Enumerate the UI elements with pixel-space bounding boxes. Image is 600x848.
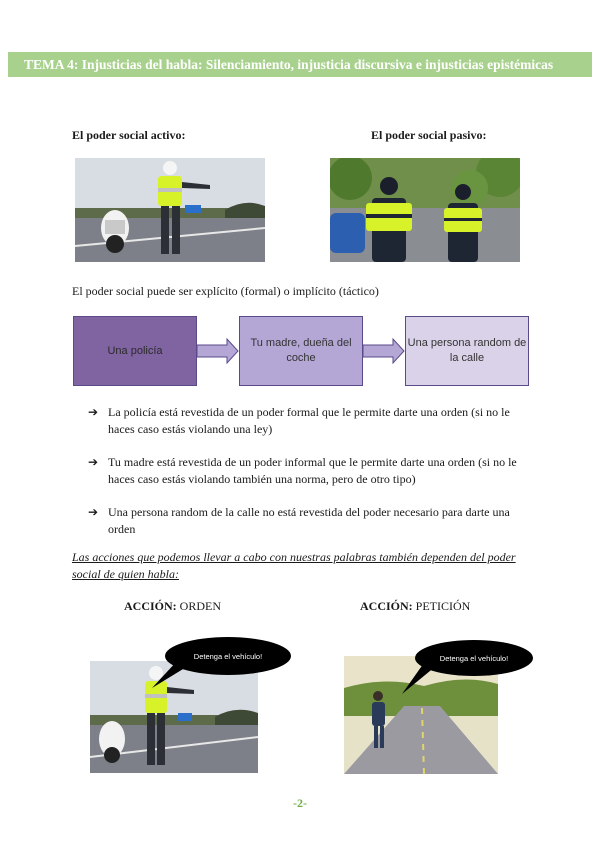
intro-text: El poder social puede ser explícito (formal) o implícito (táctico) (72, 284, 379, 298)
flow-box-mother-label: Tu madre, dueña del coche (250, 337, 352, 364)
speech-bubble-request (415, 640, 533, 676)
action-request-value: PETICIÓN (415, 599, 471, 613)
bullet-text: Una persona random de la calle no está revestida del poder necesario para darte una orden (108, 505, 510, 536)
document-header (8, 52, 592, 77)
flow-arrow-2 (363, 338, 405, 364)
label-passive-power: El poder social pasivo: (371, 128, 487, 142)
bullet-text: La policía está revestida de un poder formal que le permite darte una orden (si no le haces caso estás violando una ley) (108, 405, 510, 436)
flow-arrow-1 (197, 338, 239, 364)
flow-box-stranger (405, 316, 529, 386)
action-request-label (360, 599, 470, 614)
header-title: TEMA 4: Injusticias del habla: Silenciamiento, injusticia discursiva e injusticias epistémicas (24, 57, 554, 72)
action-request-prefix: ACCIÓN: (360, 599, 413, 613)
action-order-label (124, 599, 221, 614)
bullet-list (88, 404, 528, 554)
flow-box-police-label: Una policía (107, 344, 163, 357)
flow-box-mother (239, 316, 363, 386)
label-active-power: El poder social activo: (72, 128, 186, 142)
arrow-bullet-icon: ➔ (88, 505, 99, 519)
bullet-text: Tu madre está revestida de un poder informal que le permite darte una orden (si no le haces caso estás violando también una norma, pero de otro tipo) (108, 455, 517, 486)
speech-bubble-request-text: Detenga el vehículo! (439, 653, 509, 663)
photo-police-officers-back (330, 158, 520, 262)
page-number: -2- (293, 796, 307, 810)
flow-box-police (73, 316, 197, 386)
action-order-value: ORDEN (179, 599, 222, 613)
arrow-bullet-icon: ➔ (88, 455, 99, 469)
action-order-prefix: ACCIÓN: (124, 599, 177, 613)
list-item (88, 454, 528, 488)
list-item (88, 404, 528, 438)
arrow-bullet-icon: ➔ (88, 405, 99, 419)
list-item (88, 504, 528, 538)
speech-acts-note: Las acciones que podemos llevar a cabo con nuestras palabras también dependen del poder social de quien habla: (72, 550, 516, 581)
speech-bubble-order (165, 637, 291, 675)
photo-police-officer-directing (75, 158, 265, 262)
flow-box-stranger-label: Una persona random de la calle (407, 337, 527, 364)
speech-bubble-order-text: Detenga el vehículo! (193, 651, 263, 661)
